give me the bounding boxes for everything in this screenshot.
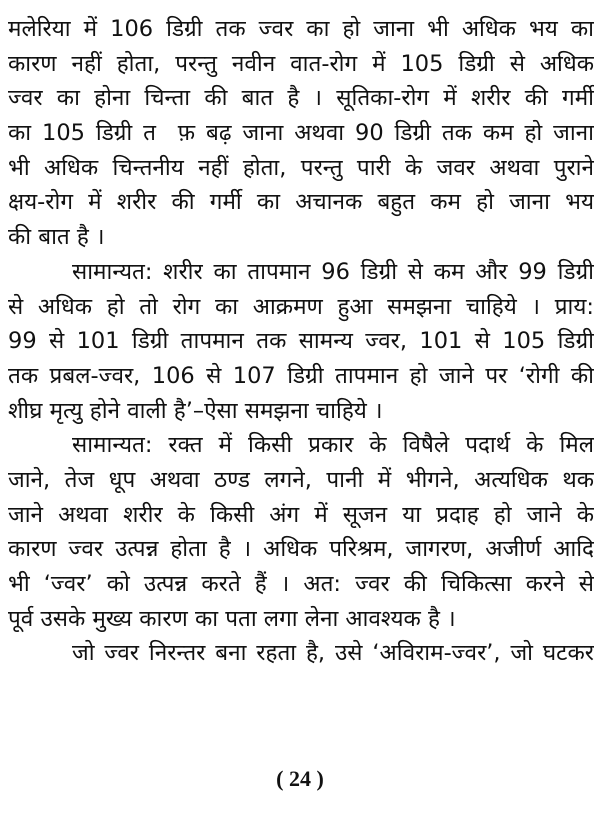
paragraph <box>8 12 594 255</box>
text-line: पूर्व उसके मुख्य कारण का पता लगा लेना आवश्यक है । <box>8 605 456 632</box>
paragraph <box>8 428 594 636</box>
text-line: जाने अथवा शरीर के किसी अंग में सूजन या प्रदाह हो जाने के <box>8 501 594 528</box>
text-line: जाने, तेज धूप अथवा ठण्ड लगने, पानी में भीगने, अत्यधिक थक <box>8 466 594 493</box>
text-line: भी अधिक चिन्तनीय नहीं होता, परन्तु पारी के जवर अथवा पुराने <box>8 154 594 181</box>
text-line: का 105 डिग्री त ‍ फ़ बढ़ जाना अथवा 90 डिग्री तक कम हो जाना <box>8 120 594 147</box>
text-line: जो ज्वर निरन्तर बना रहता है, उसे ‘अविराम-ज्वर’, जो घटकर <box>72 640 594 667</box>
text-line: भी ‘ज्वर’ को उत्पन्न करते हैं । अत: ज्वर की चिकित्सा करने से <box>8 571 594 597</box>
text-line: कारण ज्वर उत्पन्न होता है । अधिक परिश्रम, जागरण, अजीर्ण आदि <box>8 536 594 563</box>
text-line: कारण नहीं होता, परन्तु नवीन वात-रोग में 105 डिग्री से अधिक <box>8 50 594 77</box>
text-line: ज्वर का होना चिन्ता की बात है । सूतिका-रोग में शरीर की गर्मी <box>8 85 594 112</box>
text-line: 99 से 101 डिग्री तापमान तक सामन्य ज्वर, 101 से 105 डिग्री <box>8 328 594 355</box>
text-line: तक प्रबल-ज्वर, 106 से 107 डिग्री तापमान हो जाने पर ‘रोगी की <box>8 362 594 389</box>
text-line: मलेरिया में 106 डिग्री तक ज्वर का हो जाना भी अधिक भय का <box>8 16 594 42</box>
paragraph <box>8 255 594 428</box>
page-number: ( 24 ) <box>276 766 324 791</box>
text-line: शीघ्र मृत्यु होने वाली है’–ऐसा समझना चाहिये । <box>8 397 383 424</box>
text-line: सामान्यत: शरीर का तापमान 96 डिग्री से कम और 99 डिग्री <box>72 258 594 285</box>
paragraph <box>8 636 594 671</box>
text-line: से अधिक हो तो रोग का आक्रमण हुआ समझना चाहिये । प्राय: <box>8 293 594 320</box>
text-line: की बात है । <box>8 224 105 251</box>
text-line: सामान्यत: रक्त में किसी प्रकार के विषैले पदार्थ के मिल <box>72 432 594 459</box>
page-body <box>8 12 594 671</box>
text-line: क्षय-रोग में शरीर की गर्मी का अचानक बहुत कम हो जाना भय <box>8 189 594 216</box>
